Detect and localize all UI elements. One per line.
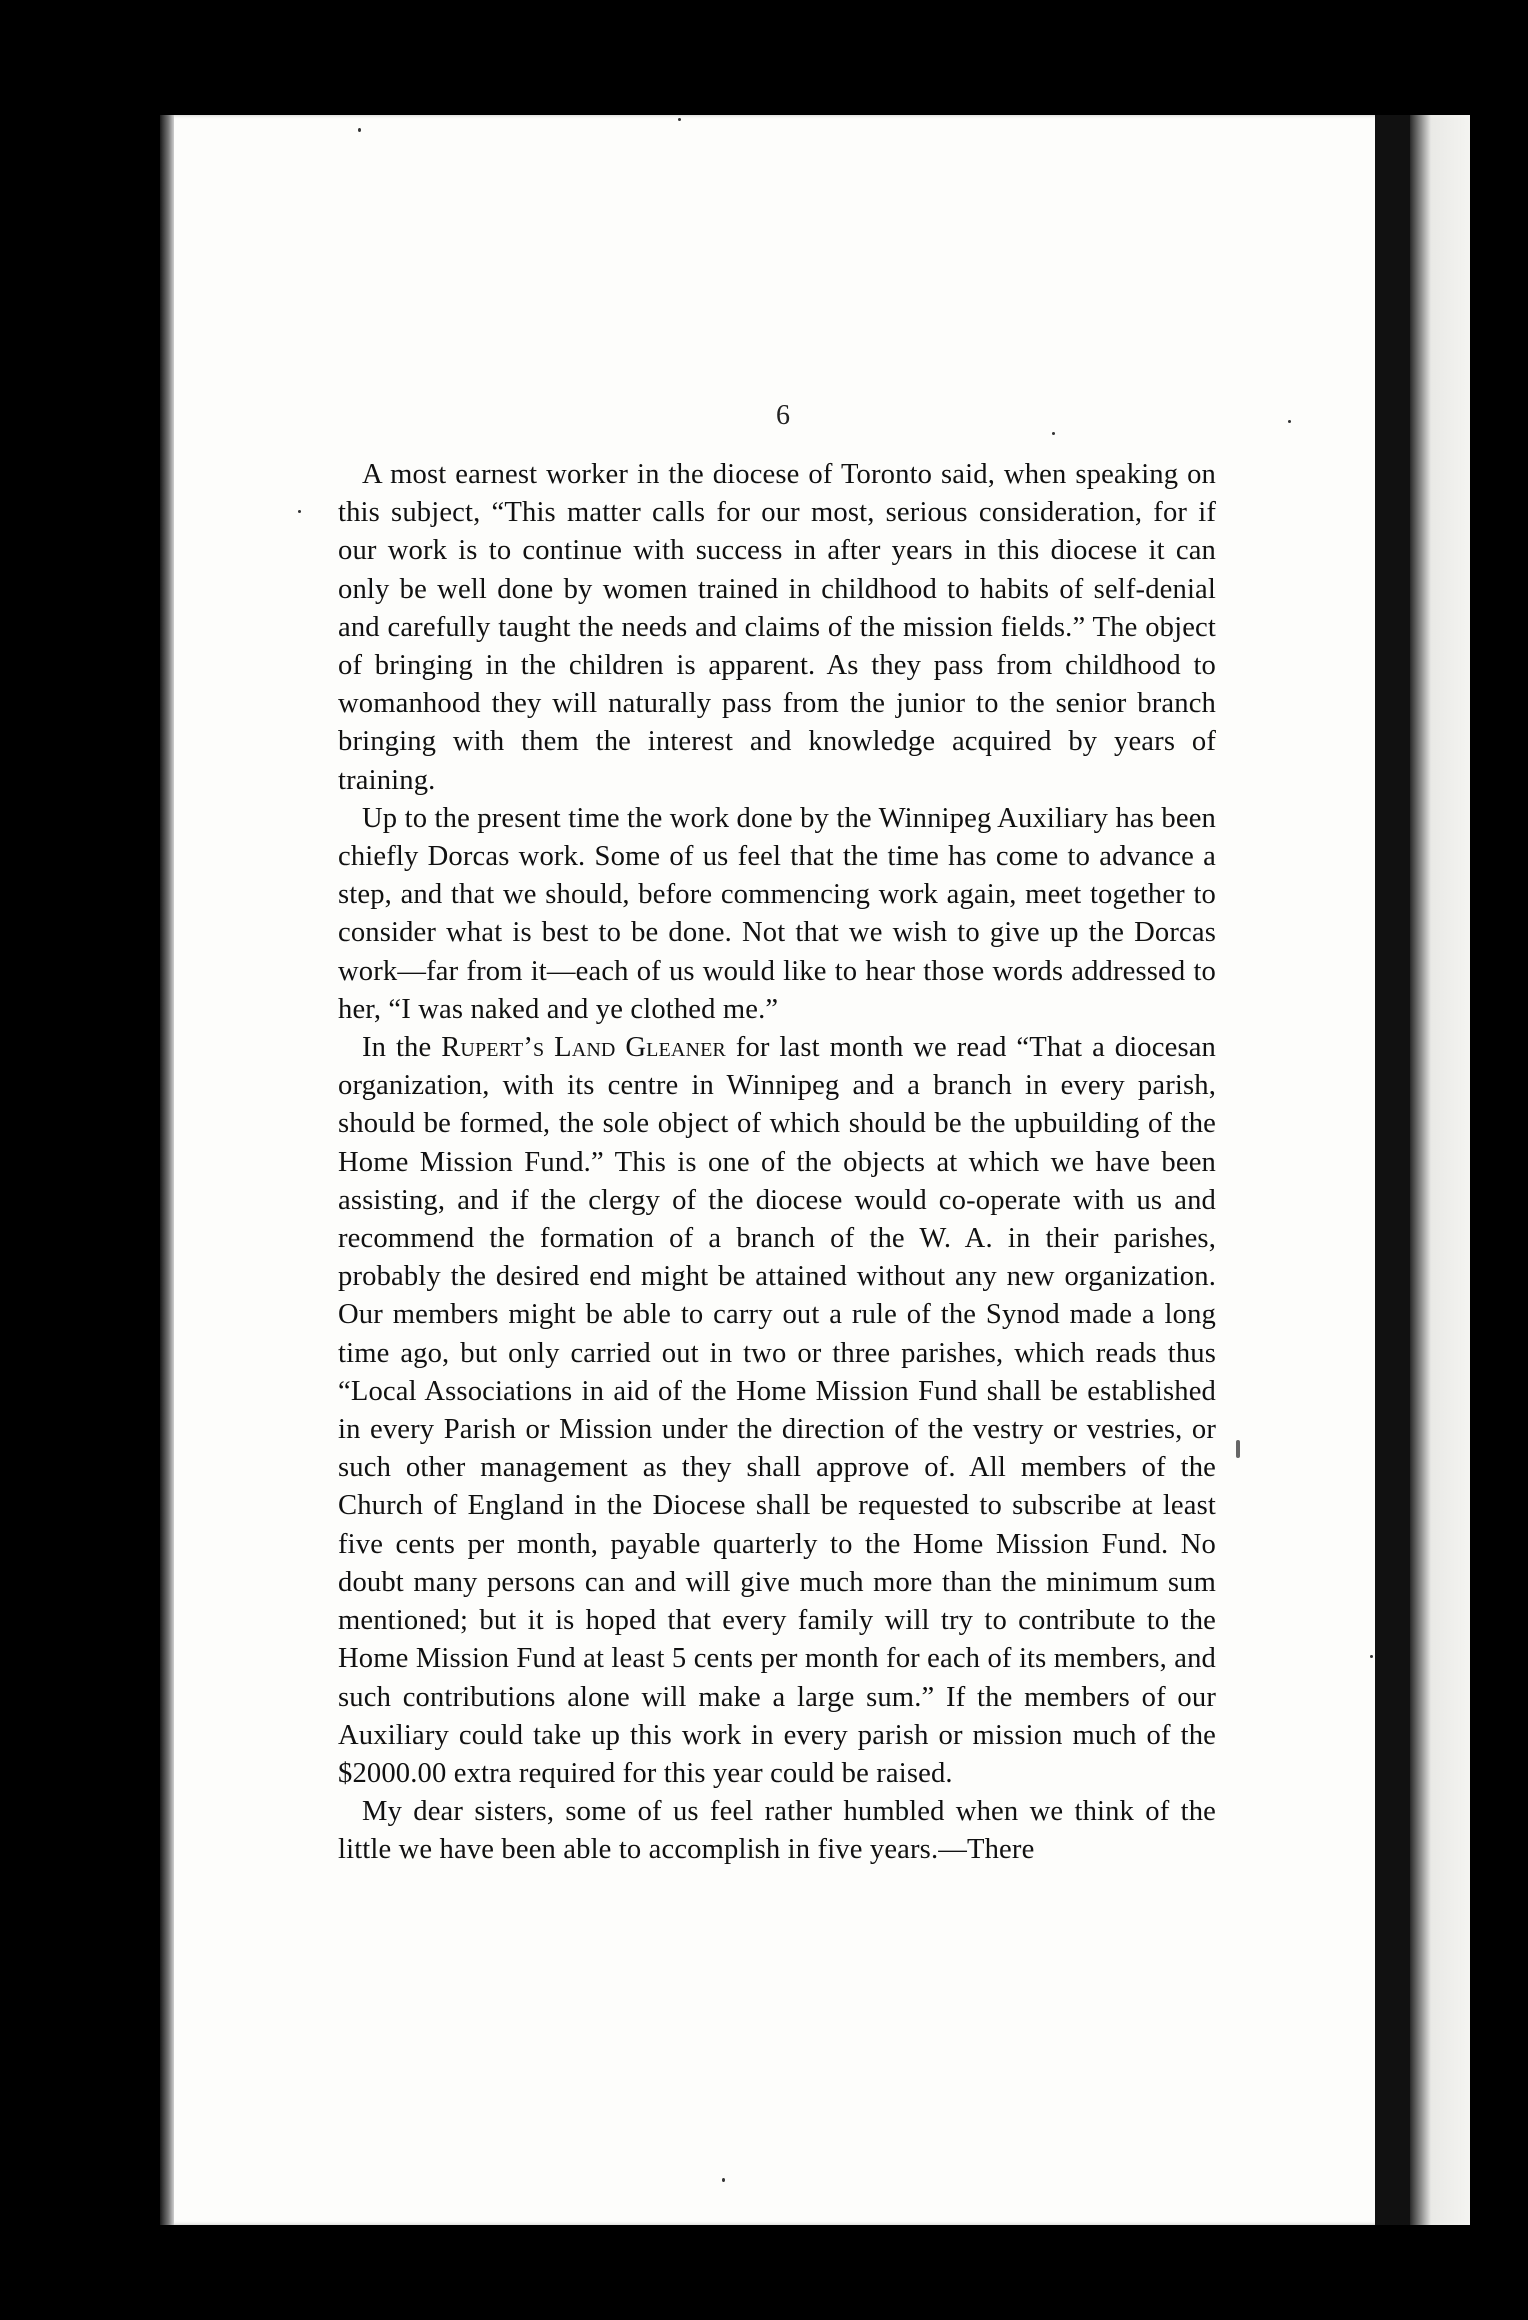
scan-speck: [358, 128, 361, 132]
paragraph-body: for last month we read “That a diocesan organization, with its centre in Winnipeg and a branch in every parish, should be formed, the sole object of which should be the upbuilding of the Home Mission Fund.” This is one of the objects at which we have been assisting, and if the clergy of the diocese would co-operate with us and recommend the formation of a branch of the W. A. in their parishes, probably the desired end might be attained without any new organization. Our members might be able to carry out a rule of the Synod made a long time ago, but only carried out in two or three parishes, which reads thus “Local Associations in aid of the Home Mission Fund shall be established in every Parish or Mission under the direction of the vestry or vestries, or such other management as they shall approve of. All members of the Church of England in the Diocese shall be requested to subscribe at least five cents per month, payable quarterly to the Home Mission Fund. No doubt many persons can and will give much more than the minimum sum mentioned; but it is hoped that every family will try to contribute to the Home Mission Fund at least 5 cents per month for each of its members, and such contributions alone will make a large sum.” If the members of our Auxiliary could take up this work in every parish or mission much of the $2000.00 extra required for this year could be raised.: [338, 1032, 1217, 1789]
paragraph: [338, 1029, 1216, 1793]
scan-speck: [1236, 1440, 1240, 1458]
paragraph-lead: In the: [362, 1032, 442, 1064]
scan-speck: [1052, 432, 1055, 435]
facing-page-edge: [1410, 115, 1470, 2225]
paragraph: My dear sisters, some of us feel rather humbled when we think of the little we have been able to accomplish in five years.—There: [338, 1796, 1216, 1866]
body-text: [338, 456, 1216, 1870]
paragraph: Up to the present time the work done by the Winnipeg Auxiliary has been chiefly Dorcas work. Some of us feel that the time has come to advance a step, and that we should, before commencing work again, meet together to consider what is best to be done. Not that we wish to give up the Dorcas work—far from it—each of us would like to hear those words addressed to her, “I was naked and ye clothed me.”: [338, 802, 1216, 1025]
scan-speck: [1370, 1655, 1373, 1658]
scan-speck: [722, 2178, 725, 2182]
periodical-title: Rupert’s Land Gleaner: [441, 1032, 726, 1064]
page-gutter: [160, 115, 174, 2225]
page-number: 6: [776, 400, 790, 431]
scan-speck: [678, 118, 681, 121]
page-edge-shadow: [1375, 115, 1410, 2225]
scan-speck: [1288, 420, 1291, 423]
scan-speck: [298, 510, 301, 513]
paragraph: A most earnest worker in the diocese of Toronto said, when speaking on this subject, “This matter calls for our most, serious consideration, for if our work is to continue with success in after years in this diocese it can only be well done by women trained in childhood to habits of self-denial and carefully taught the needs and claims of the mission fields.” The object of bringing in the children is apparent. As they pass from childhood to womanhood they will naturally pass from the junior to the senior branch bringing with them the interest and knowledge acquired by years of training.: [338, 459, 1216, 796]
